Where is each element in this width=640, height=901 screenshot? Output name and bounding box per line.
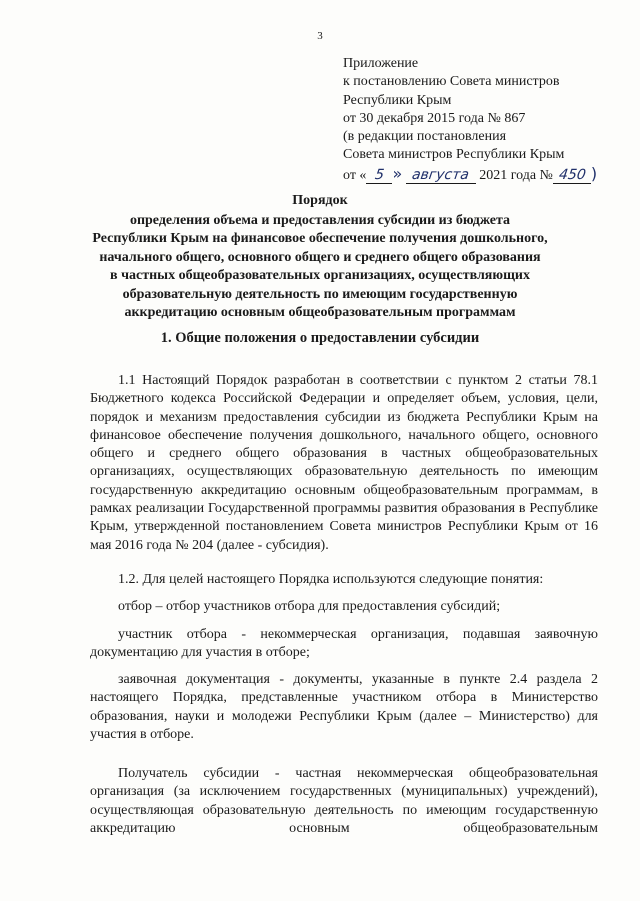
appendix-line: к постановлению Совета министров	[343, 74, 560, 90]
definition-selection: отбор – отбор участников отбора для предоставления субсидий;	[118, 599, 501, 614]
handwritten-number: 450	[557, 166, 587, 183]
definition-recipient: Получатель субсидии - частная некоммерческая общеобразовательная организация (за исключением государственных (муниципальных) учреждений), осуществляющая образовательную деятельность по имеющим государственную аккредитацию основным общеобразовательным	[90, 766, 598, 836]
title-line: Республики Крым на финансовое обеспечение получения дошкольного,	[92, 231, 548, 246]
appendix-block	[343, 55, 597, 185]
handwritten-day-field	[366, 168, 392, 184]
title-line: аккредитацию основным общеобразовательным программам	[124, 305, 516, 320]
appendix-line: Республики Крым	[343, 92, 452, 108]
handwritten-month: августа	[411, 166, 471, 183]
handwritten-day: 5	[373, 166, 386, 183]
page-number: 3	[317, 30, 323, 42]
definition-participant: участник отбора - некоммерческая организация, подавшая заявочную документацию для участия в отборе;	[90, 627, 598, 661]
title-line: начального общего, основного общего и среднего общего образования	[99, 249, 541, 265]
handwritten-month-field	[406, 168, 476, 184]
date-prefix: от «	[343, 167, 367, 183]
title-line: образовательную деятельность по имеющим государственную	[122, 286, 518, 302]
title-line: в частных общеобразовательных организациях, осуществляющих	[110, 268, 530, 283]
appendix-line: (в редакции постановления	[343, 129, 507, 145]
appendix-date-line	[343, 165, 597, 185]
appendix-line: Совета министров Республики Крым	[343, 147, 565, 163]
paragraph-1-2: 1.2. Для целей настоящего Порядка используются следующие понятия:	[118, 572, 544, 587]
date-paren-close: )	[590, 163, 598, 183]
title-main: Порядок	[292, 193, 348, 208]
paragraph-text: 1.1 Настоящий Порядок разработан в соответствии с пунктом 2 статьи 78.1 Бюджетного кодекса Российской Федерации и определяет объем, условия, цели, порядок и механизм предоставления субсидии из бюджета Республики Крым на финансовое обеспечение получения дошкольного, начального общего, основного общего и среднего общего образования в частных общеобразовательных организациях, осуществляющих образовательную деятельность по имеющим государственную аккредитацию основным общеобразовательным программам, в рамках реализации Государственной программы развития образования в Республике Крым, утвержденной постановлением Совета министров Республики Крым от 16 мая 2016 года № 204 (далее - субсидия).	[90, 373, 598, 553]
title-line: определения объема и предоставления субсидии из бюджета	[129, 212, 511, 228]
handwritten-number-field	[553, 168, 591, 184]
section-heading: 1. Общие положения о предоставлении субсидии	[160, 330, 480, 346]
definition-documents: заявочная документация - документы, указанные в пункте 2.4 раздела 2 настоящего Порядка, представленные участником отбора в Министерство образования, науки и молодежи Республики Крым (далее – Министерство) для участия в отборе.	[90, 672, 598, 742]
date-year-text: 2021 года №	[479, 167, 553, 183]
paragraph-1-1	[90, 372, 598, 555]
date-quote-close: »	[392, 163, 403, 183]
document-title	[0, 192, 640, 323]
appendix-line: от 30 декабря 2015 года № 867	[343, 110, 526, 126]
appendix-line: Приложение	[343, 56, 419, 71]
